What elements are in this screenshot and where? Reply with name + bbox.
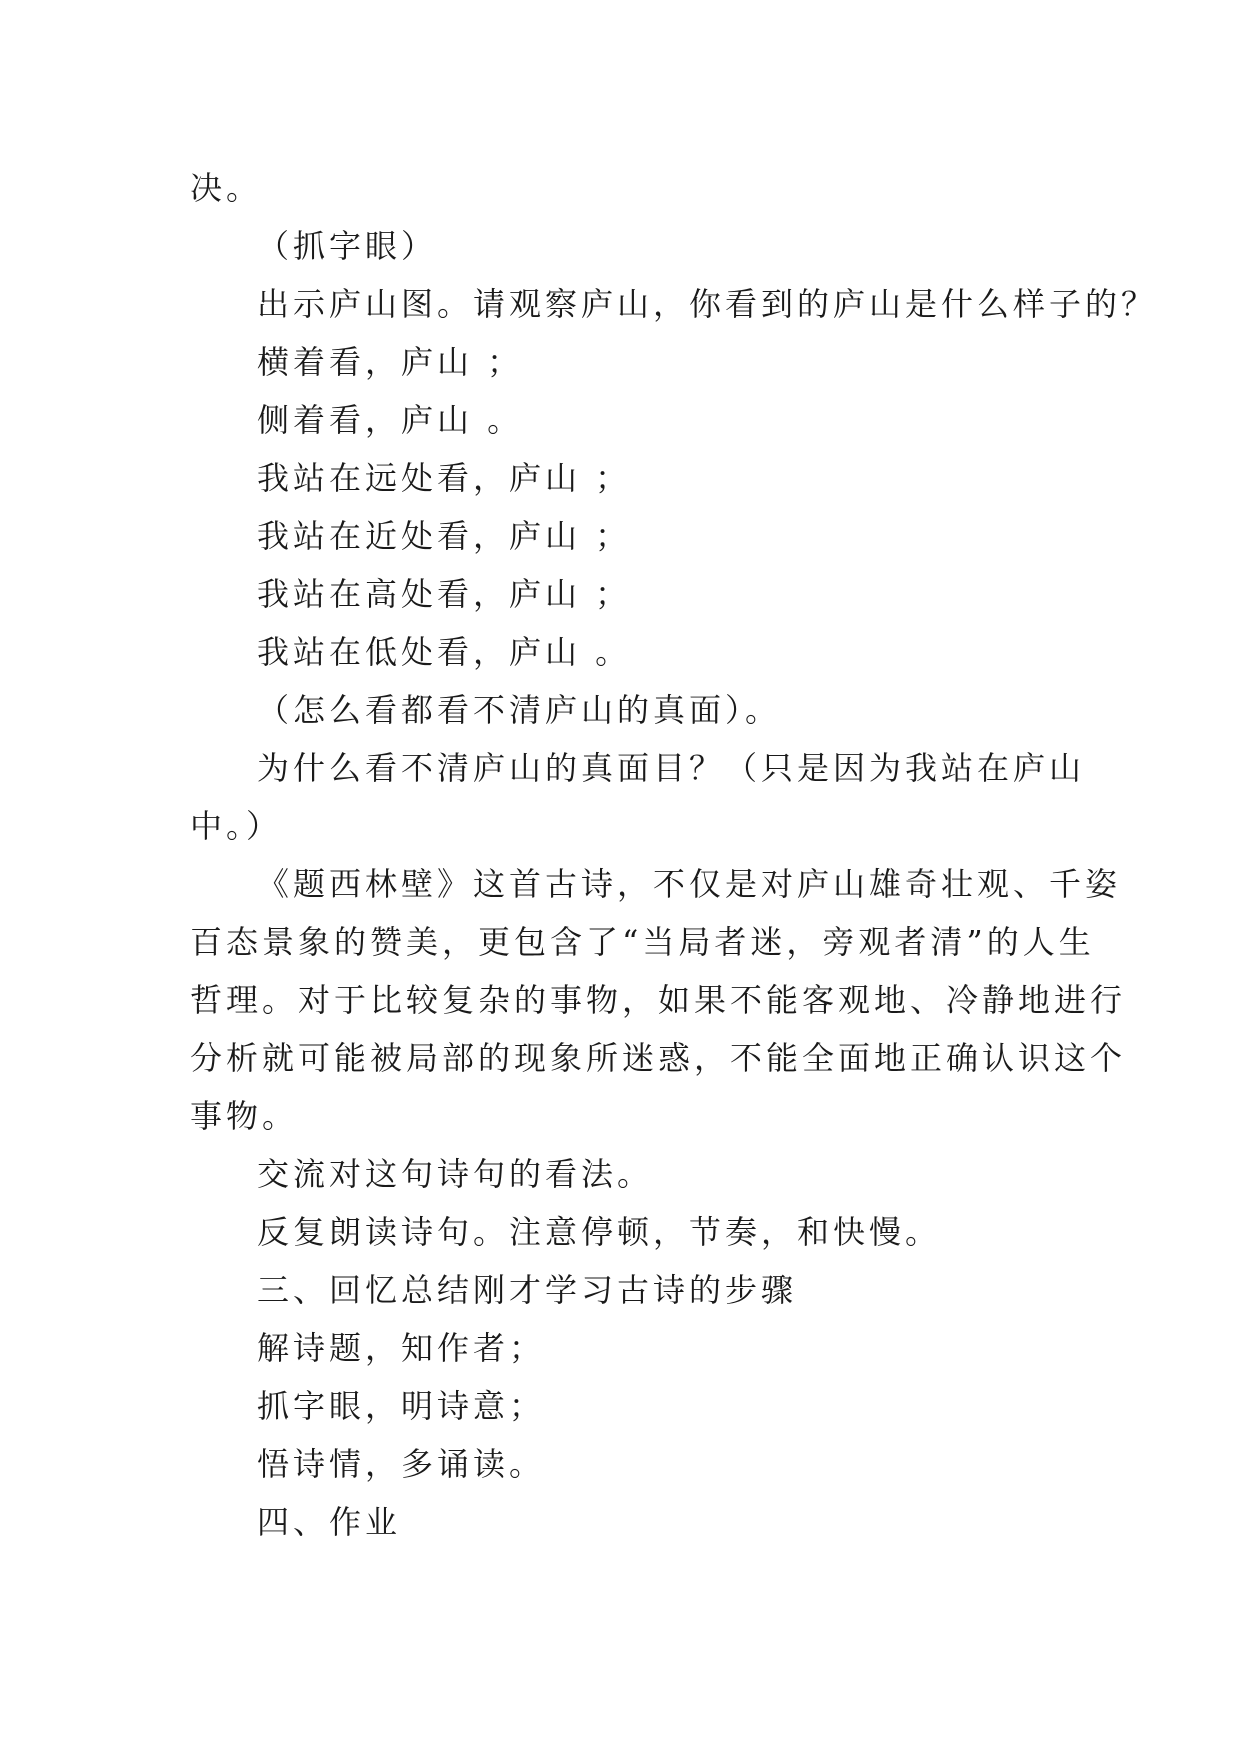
- section-label-grasp-keywords: （抓字眼）: [257, 227, 438, 265]
- paragraph-question: 为什么看不清庐山的真面目？（只是因为我站在庐山: [257, 749, 1086, 787]
- paragraph-poem-summary-cont: 事物。: [190, 1097, 299, 1135]
- step-item: 抓字眼，明诗意；: [257, 1387, 546, 1425]
- fill-blank-line: 横着看，庐山 ；: [257, 343, 524, 381]
- paragraph-poem-summary-cont: 哲理。对于比较复杂的事物，如果不能客观地、冷静地进行: [190, 981, 1127, 1019]
- paragraph-poem-summary: 《题西林壁》这首古诗，不仅是对庐山雄奇壮观、千姿: [257, 865, 1122, 903]
- section-heading-review: 三、回忆总结刚才学习古诗的步骤: [257, 1271, 798, 1309]
- step-item: 悟诗情，多诵读。: [257, 1445, 546, 1483]
- paragraph-question-cont: 中。）: [190, 807, 283, 845]
- fill-blank-line: 侧着看，庐山 。: [257, 401, 524, 439]
- paragraph-poem-summary-cont: 百态景象的赞美，更包含了“当局者迷，旁观者清”的人生: [190, 923, 1095, 961]
- fill-blank-line: 我站在低处看，庐山 。: [257, 633, 632, 671]
- paragraph-discussion: 交流对这句诗句的看法。: [257, 1155, 654, 1193]
- paragraph-continuation: 决。: [190, 169, 263, 207]
- paragraph-note: （怎么看都看不清庐山的真面）。: [257, 691, 782, 729]
- fill-blank-line: 我站在远处看，庐山 ；: [257, 459, 632, 497]
- fill-blank-line: 我站在近处看，庐山 ；: [257, 517, 632, 555]
- section-heading-homework: 四、作业: [257, 1503, 402, 1541]
- paragraph-show-picture: 出示庐山图。请观察庐山，你看到的庐山是什么样子的？: [257, 285, 1158, 323]
- paragraph-poem-summary-cont: 分析就可能被局部的现象所迷惑，不能全面地正确认识这个: [190, 1039, 1127, 1077]
- fill-blank-line: 我站在高处看，庐山 ；: [257, 575, 632, 613]
- step-item: 解诗题，知作者；: [257, 1329, 546, 1367]
- paragraph-reading: 反复朗读诗句。注意停顿，节奏，和快慢。: [257, 1213, 942, 1251]
